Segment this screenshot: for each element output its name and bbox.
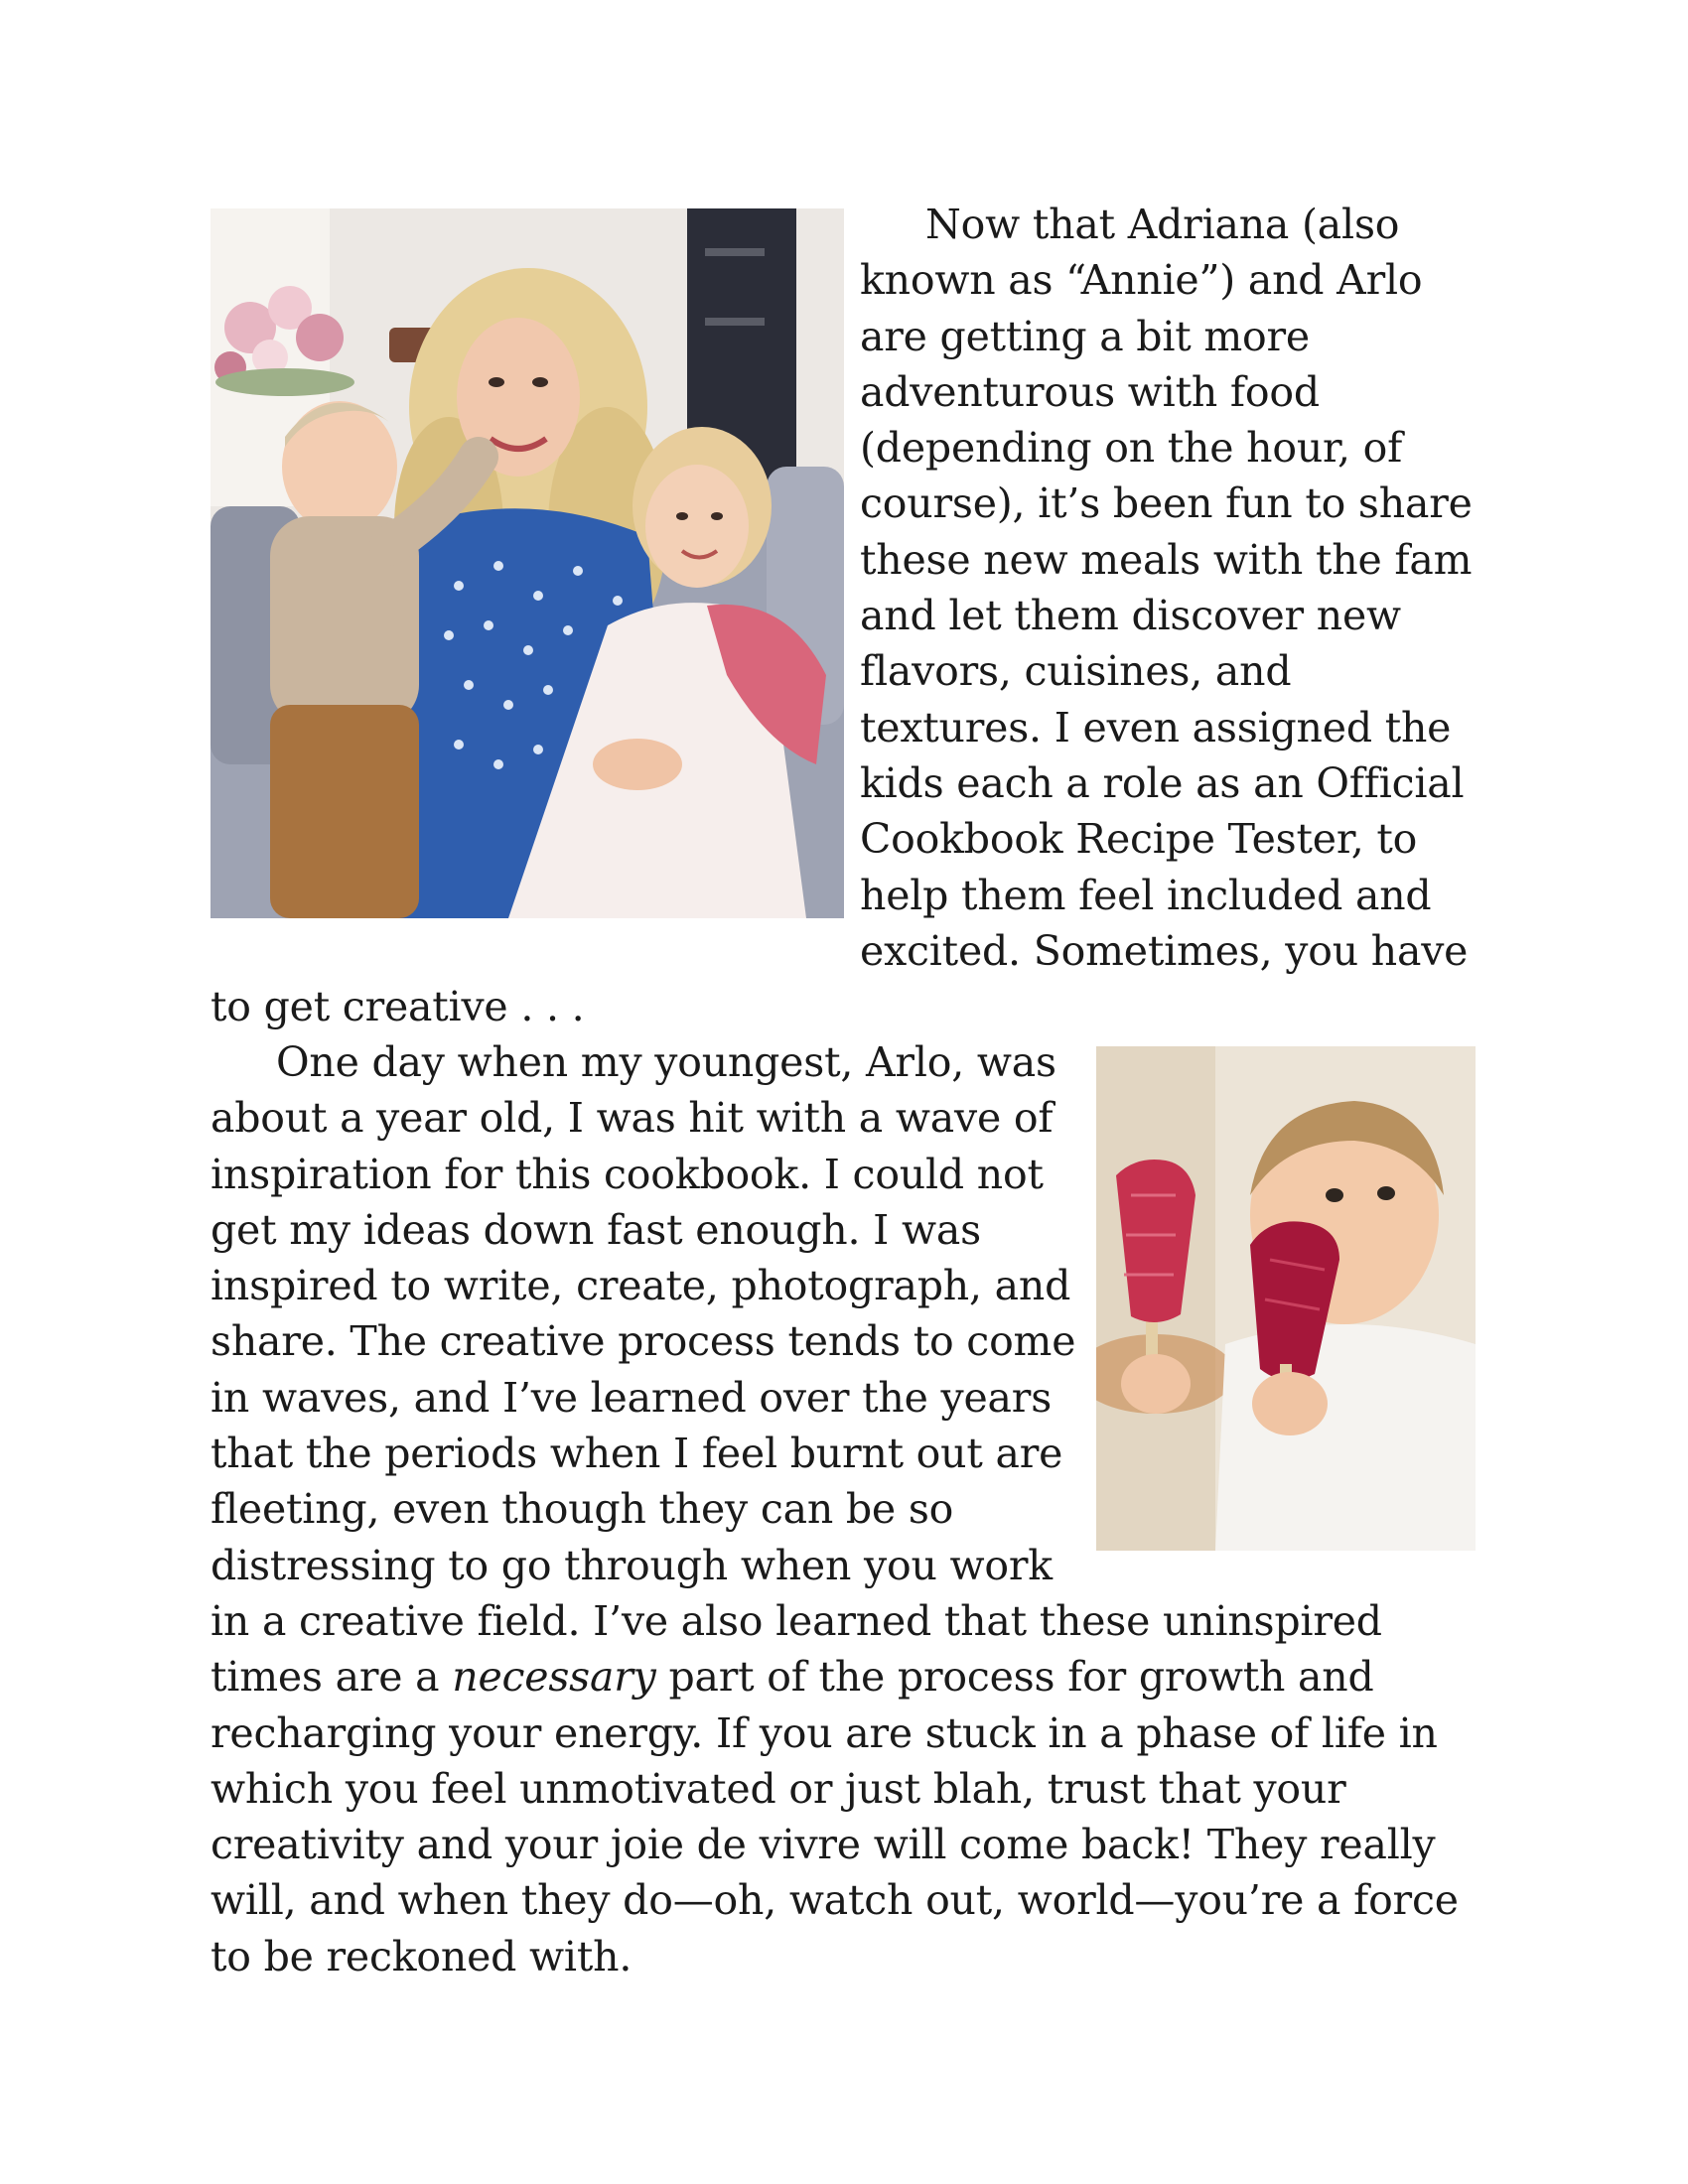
mother-with-children-photo [211, 208, 844, 918]
paragraph-2-text: times are a [211, 1653, 453, 1702]
boy-eating-popsicles-illustration [1096, 1046, 1476, 1551]
paragraph-2-line: recharging your energy. If you are stuck in a phase of life in [211, 1708, 1438, 1757]
paragraph-1-line: to get creative . . . [211, 983, 585, 1030]
paragraph-1-last-line [211, 979, 585, 1034]
paragraph-2-line: which you feel unmotivated or just blah, trust that your [211, 1764, 1346, 1813]
paragraph-2-line: fleeting, even though they can be so [211, 1485, 954, 1534]
paragraph-1-line: adventurous with food [860, 367, 1320, 416]
paragraph-2-line: in a creative field. I’ve also learned that these uninspired [211, 1597, 1382, 1645]
paragraph-1-line: course), it’s been fun to share [860, 479, 1473, 528]
paragraph-2-line: distressing to go through when you work [211, 1541, 1053, 1589]
paragraph-2-line: in waves, and I’ve learned over the years [211, 1373, 1053, 1422]
paragraph-2-line [211, 1649, 1479, 1705]
paragraph-2-line: about a year old, I was hit with a wave of [211, 1094, 1054, 1143]
paragraph-2-line: One day when my youngest, Arlo, was [276, 1038, 1056, 1086]
boy-eating-popsicles-photo [1096, 1046, 1476, 1551]
paragraph-2-line: creativity and your joie de vivre will come back! They really [211, 1821, 1436, 1869]
paragraph-2-line: to be reckoned with. [211, 1932, 633, 1980]
mother-with-children-illustration [211, 208, 844, 918]
paragraph-2-text: part of the process for growth and [655, 1653, 1374, 1702]
paragraph-2-line: will, and when they do—oh, watch out, world—you’re a force [211, 1876, 1459, 1925]
paragraph-1 [860, 197, 1485, 979]
paragraph-1-line: and let them discover new [860, 592, 1401, 640]
paragraph-2-line: that the periods when I feel burnt out are [211, 1430, 1063, 1478]
paragraph-1-line: excited. Sometimes, you have [860, 926, 1469, 975]
paragraph-2-line: inspiration for this cookbook. I could not [211, 1150, 1044, 1198]
paragraph-2-line: inspired to write, create, photograph, and [211, 1262, 1071, 1310]
paragraph-1-line: (depending on the hour, of [860, 424, 1403, 473]
paragraph-2-continued [211, 1593, 1479, 1984]
emphasized-word: necessary [452, 1653, 656, 1702]
paragraph-2 [211, 1034, 1084, 1593]
paragraph-2-line: get my ideas down fast enough. I was [211, 1205, 981, 1254]
paragraph-1-line: Now that Adriana (also [925, 201, 1400, 248]
paragraph-1-line: are getting a bit more [860, 312, 1310, 360]
paragraph-1-line: Cookbook Recipe Tester, to [860, 815, 1418, 864]
paragraph-2-line: share. The creative process tends to come [211, 1317, 1076, 1366]
paragraph-1-line: known as “Annie”) and Arlo [860, 256, 1423, 305]
paragraph-1-line: kids each a role as an Official [860, 758, 1465, 807]
paragraph-1-line: help them feel included and [860, 871, 1432, 919]
paragraph-1-line: flavors, cuisines, and [860, 647, 1292, 696]
paragraph-1-line: textures. I even assigned the [860, 703, 1452, 751]
paragraph-1-line: these new meals with the fam [860, 535, 1473, 584]
